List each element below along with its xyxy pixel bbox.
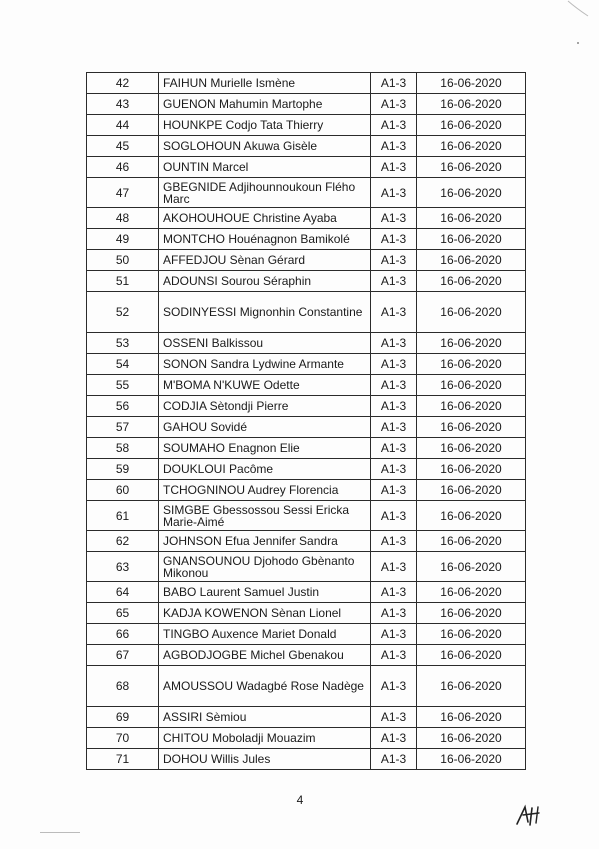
date-cell: 16-06-2020 [417,666,526,707]
participant-name: DOUKLOUI Pacôme [159,459,371,480]
grade-cell: A1-3 [371,178,417,208]
grade-cell: A1-3 [371,582,417,603]
table-row [87,501,526,531]
row-number: 60 [87,480,159,501]
grade-cell: A1-3 [371,531,417,552]
date-cell: 16-06-2020 [417,728,526,749]
table-row [87,250,526,271]
participant-name: FAIHUN Murielle Ismène [159,73,371,94]
row-number: 44 [87,115,159,136]
date-cell: 16-06-2020 [417,354,526,375]
table-row [87,271,526,292]
scan-artifact-line [40,832,80,833]
row-number: 46 [87,157,159,178]
row-number: 70 [87,728,159,749]
table-row [87,73,526,94]
row-number: 65 [87,603,159,624]
date-cell: 16-06-2020 [417,178,526,208]
grade-cell: A1-3 [371,157,417,178]
date-cell: 16-06-2020 [417,749,526,770]
date-cell: 16-06-2020 [417,645,526,666]
table-row [87,438,526,459]
table-row [87,292,526,333]
table-row [87,603,526,624]
grade-cell: A1-3 [371,728,417,749]
grade-cell: A1-3 [371,271,417,292]
table-row [87,624,526,645]
participant-name: HOUNKPE Codjo Tata Thierry [159,115,371,136]
grade-cell: A1-3 [371,94,417,115]
table-row [87,666,526,707]
date-cell: 16-06-2020 [417,396,526,417]
row-number: 52 [87,292,159,333]
grade-cell: A1-3 [371,749,417,770]
participant-name: KADJA KOWENON Sènan Lionel [159,603,371,624]
table-row [87,375,526,396]
date-cell: 16-06-2020 [417,480,526,501]
table-row [87,645,526,666]
row-number: 61 [87,501,159,531]
grade-cell: A1-3 [371,624,417,645]
table-row [87,480,526,501]
row-number: 64 [87,582,159,603]
date-cell: 16-06-2020 [417,333,526,354]
participant-name: SOUMAHO Enagnon Elie [159,438,371,459]
row-number: 42 [87,73,159,94]
row-number: 45 [87,136,159,157]
row-number: 69 [87,707,159,728]
table-row [87,552,526,582]
date-cell: 16-06-2020 [417,459,526,480]
date-cell: 16-06-2020 [417,624,526,645]
participant-name: JOHNSON Efua Jennifer Sandra [159,531,371,552]
participant-name: OUNTIN Marcel [159,157,371,178]
table-row [87,396,526,417]
table-row [87,354,526,375]
scan-corner-mark [566,0,596,20]
date-cell: 16-06-2020 [417,438,526,459]
table-row [87,115,526,136]
grade-cell: A1-3 [371,208,417,229]
grade-cell: A1-3 [371,229,417,250]
date-cell: 16-06-2020 [417,552,526,582]
row-number: 63 [87,552,159,582]
row-number: 62 [87,531,159,552]
row-number: 56 [87,396,159,417]
participant-name: ASSIRI Sèmiou [159,707,371,728]
participant-name: ADOUNSI Sourou Séraphin [159,271,371,292]
participant-name: AKOHOUHOUE Christine Ayaba [159,208,371,229]
date-cell: 16-06-2020 [417,94,526,115]
grade-cell: A1-3 [371,333,417,354]
table-row [87,136,526,157]
row-number: 51 [87,271,159,292]
participant-name: AFFEDJOU Sènan Gérard [159,250,371,271]
table-row [87,208,526,229]
table-row [87,178,526,208]
participant-name: M'BOMA N'KUWE Odette [159,375,371,396]
date-cell: 16-06-2020 [417,417,526,438]
grade-cell: A1-3 [371,250,417,271]
participant-name: GBEGNIDE Adjihounnoukoun Flého Marc [159,178,371,208]
date-cell: 16-06-2020 [417,531,526,552]
table-row [87,582,526,603]
row-number: 71 [87,749,159,770]
row-number: 66 [87,624,159,645]
row-number: 48 [87,208,159,229]
table-row [87,94,526,115]
grade-cell: A1-3 [371,396,417,417]
row-number: 57 [87,417,159,438]
grade-cell: A1-3 [371,417,417,438]
grade-cell: A1-3 [371,136,417,157]
grade-cell: A1-3 [371,375,417,396]
row-number: 43 [87,94,159,115]
date-cell: 16-06-2020 [417,582,526,603]
grade-cell: A1-3 [371,459,417,480]
row-number: 67 [87,645,159,666]
grade-cell: A1-3 [371,354,417,375]
participant-name: AMOUSSOU Wadagbé Rose Nadège [159,666,371,707]
row-number: 68 [87,666,159,707]
date-cell: 16-06-2020 [417,115,526,136]
handwritten-initials [514,804,544,828]
grade-cell: A1-3 [371,552,417,582]
participant-name: BABO Laurent Samuel Justin [159,582,371,603]
participant-name: SIMGBE Gbessossou Sessi Ericka Marie-Aimé [159,501,371,531]
date-cell: 16-06-2020 [417,271,526,292]
participant-name: SOGLOHOUN Akuwa Gisèle [159,136,371,157]
participant-name: SONON Sandra Lydwine Armante [159,354,371,375]
table-row [87,417,526,438]
participant-name: CHITOU Moboladji Mouazim [159,728,371,749]
grade-cell: A1-3 [371,73,417,94]
page-number: 4 [296,793,304,807]
date-cell: 16-06-2020 [417,157,526,178]
row-number: 49 [87,229,159,250]
participant-name: TCHOGNINOU Audrey Florencia [159,480,371,501]
participant-name: OSSENI Balkissou [159,333,371,354]
row-number: 47 [87,178,159,208]
participant-name: SODINYESSI Mignonhin Constantine [159,292,371,333]
participant-name: GAHOU Sovidé [159,417,371,438]
grade-cell: A1-3 [371,707,417,728]
row-number: 58 [87,438,159,459]
row-number: 54 [87,354,159,375]
date-cell: 16-06-2020 [417,501,526,531]
date-cell: 16-06-2020 [417,229,526,250]
table-row [87,728,526,749]
date-cell: 16-06-2020 [417,250,526,271]
date-cell: 16-06-2020 [417,73,526,94]
table-row [87,459,526,480]
table-row [87,531,526,552]
grade-cell: A1-3 [371,666,417,707]
table-row [87,229,526,250]
participant-name: GNANSOUNOU Djohodo Gbènanto Mikonou [159,552,371,582]
grade-cell: A1-3 [371,292,417,333]
participant-name: DOHOU Willis Jules [159,749,371,770]
row-number: 50 [87,250,159,271]
date-cell: 16-06-2020 [417,603,526,624]
participant-name: MONTCHO Houénagnon Bamikolé [159,229,371,250]
grade-cell: A1-3 [371,501,417,531]
grade-cell: A1-3 [371,645,417,666]
table-row [87,157,526,178]
scan-speck [577,42,579,44]
grade-cell: A1-3 [371,115,417,136]
grade-cell: A1-3 [371,480,417,501]
participant-name: TINGBO Auxence Mariet Donald [159,624,371,645]
table-row [87,707,526,728]
table-body [87,73,526,770]
row-number: 55 [87,375,159,396]
row-number: 59 [87,459,159,480]
table-row [87,333,526,354]
date-cell: 16-06-2020 [417,707,526,728]
participant-name: CODJIA Sètondji Pierre [159,396,371,417]
grade-cell: A1-3 [371,603,417,624]
row-number: 53 [87,333,159,354]
date-cell: 16-06-2020 [417,208,526,229]
date-cell: 16-06-2020 [417,136,526,157]
table-row [87,749,526,770]
participant-name: GUENON Mahumin Martophe [159,94,371,115]
attendee-table [86,72,526,770]
participant-name: AGBODJOGBE Michel Gbenakou [159,645,371,666]
date-cell: 16-06-2020 [417,375,526,396]
date-cell: 16-06-2020 [417,292,526,333]
grade-cell: A1-3 [371,438,417,459]
